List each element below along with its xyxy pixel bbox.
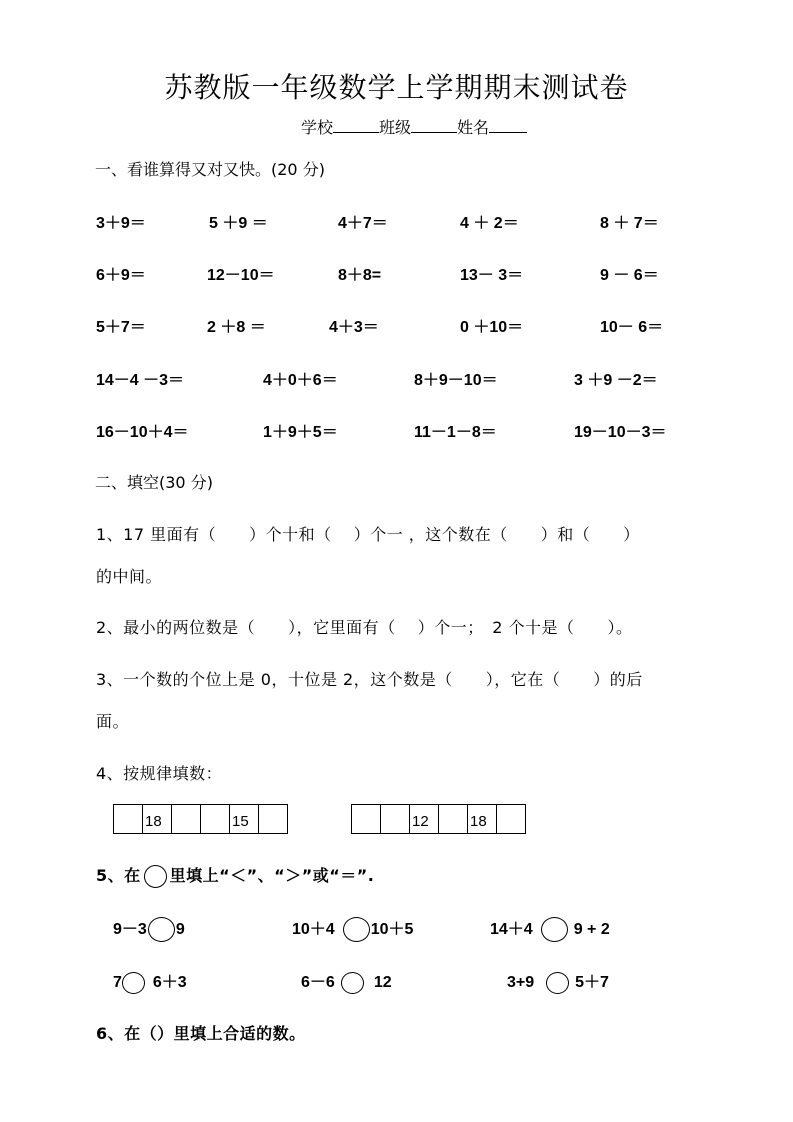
compare-circle[interactable] [546, 972, 569, 994]
question-4: 4、按规律填数： [96, 764, 223, 783]
sequence-cell[interactable] [114, 804, 143, 834]
comparison-item [507, 969, 609, 994]
equation: 2 ＋8 ＝ [207, 319, 266, 336]
comparison-item [301, 969, 392, 994]
compare-left: 14＋4 [490, 921, 533, 938]
sequence-cell[interactable]: 18 [143, 804, 172, 834]
circle-icon [144, 865, 167, 888]
question-5-prefix: 5、在 [96, 866, 141, 885]
equation: 1＋9＋5＝ [263, 424, 338, 441]
equation: 10－ 6＝ [600, 319, 664, 336]
equation: 6＋9＝ [96, 267, 146, 284]
equation: 16－10＋4＝ [96, 424, 189, 441]
question-5 [96, 863, 374, 888]
name-blank [489, 116, 527, 133]
equation: 9 － 6＝ [600, 267, 659, 284]
equation: 12－10＝ [207, 267, 275, 284]
compare-circle[interactable] [541, 917, 568, 942]
equation: 3＋9＝ [96, 215, 146, 232]
sequence-cell[interactable] [381, 804, 410, 834]
sequence-cell[interactable] [259, 804, 288, 834]
sequence-boxes-left [113, 804, 288, 834]
compare-circle[interactable] [122, 972, 145, 994]
equation: 11－1－8＝ [414, 424, 497, 441]
compare-left: 10＋4 [292, 921, 335, 938]
compare-circle[interactable] [343, 917, 370, 942]
class-label: 班级 [379, 118, 412, 137]
sequence-cell[interactable]: 12 [410, 804, 439, 834]
page-title: 苏教版一年级数学上学期期末测试卷 [164, 71, 629, 104]
question-3-line2: 面。 [96, 712, 130, 731]
compare-right: 9 [175, 921, 185, 938]
compare-right: 12 [373, 974, 392, 991]
compare-left: 3+9 [507, 974, 535, 991]
equation: 5 ＋9 ＝ [209, 215, 268, 232]
compare-right: 6＋3 [152, 974, 187, 991]
sequence-cell[interactable]: 15 [230, 804, 259, 834]
question-2: 2、最小的两位数是（ ），它里面有（ ）个一； 2 个十是（ ）。 [96, 618, 633, 637]
sequence-boxes-right [351, 804, 526, 834]
section2-heading: 二、填空(30 分) [95, 473, 213, 492]
sequence-cell[interactable] [201, 804, 230, 834]
comparison-item [113, 916, 185, 942]
question-6: 6、在（）里填上合适的数。 [96, 1024, 306, 1043]
sequence-cell[interactable] [439, 804, 468, 834]
equation: 8＋9－10＝ [414, 372, 498, 389]
equation: 3 ＋9 －2＝ [574, 372, 658, 389]
sequence-cell[interactable] [497, 804, 526, 834]
name-label: 姓名 [457, 118, 490, 137]
equation: 4＋7＝ [338, 215, 388, 232]
comparison-item [490, 916, 610, 942]
sequence-cell[interactable] [352, 804, 381, 834]
equation: 5＋7＝ [96, 319, 146, 336]
question-1-line1: 1、17 里面有（ ）个十和（ ）个一 ，这个数在（ ）和（ ） [96, 525, 640, 544]
question-5-suffix: 里填上“＜”、“＞”或“＝”. [169, 866, 375, 885]
sequence-cell[interactable] [172, 804, 201, 834]
compare-right: 5＋7 [575, 974, 609, 991]
comparison-item [292, 916, 413, 942]
compare-circle[interactable] [341, 972, 364, 994]
school-blank [333, 116, 379, 133]
compare-left: 9－3 [113, 921, 147, 938]
sequence-cell[interactable]: 18 [468, 804, 497, 834]
equation: 4 ＋ 2＝ [460, 215, 519, 232]
equation: 8 ＋ 7＝ [600, 215, 659, 232]
equation: 4＋0＋6＝ [263, 372, 338, 389]
compare-right: 10＋5 [370, 921, 414, 938]
question-3-line1: 3、一个数的个位上是 0，十位是 2，这个数是（ ），它在（ ）的后 [96, 670, 643, 689]
student-info-line [301, 115, 527, 138]
equation: 8＋8= [338, 267, 382, 284]
section1-heading: 一、看谁算得又对又快。(20 分) [95, 160, 325, 179]
comparison-item [113, 969, 187, 994]
equation: 0 ＋10＝ [460, 319, 524, 336]
compare-left: 6－6 [301, 974, 335, 991]
compare-circle[interactable] [148, 917, 175, 942]
equation: 19－10－3＝ [574, 424, 667, 441]
question-1-line2: 的中间。 [96, 567, 163, 586]
class-blank [411, 116, 457, 133]
equation: 14－4 －3＝ [96, 372, 185, 389]
equation: 13－ 3＝ [460, 267, 524, 284]
equation: 4＋3＝ [329, 319, 379, 336]
compare-right: 9 + 2 [573, 921, 610, 938]
school-label: 学校 [301, 118, 334, 137]
compare-left: 7 [113, 974, 122, 991]
